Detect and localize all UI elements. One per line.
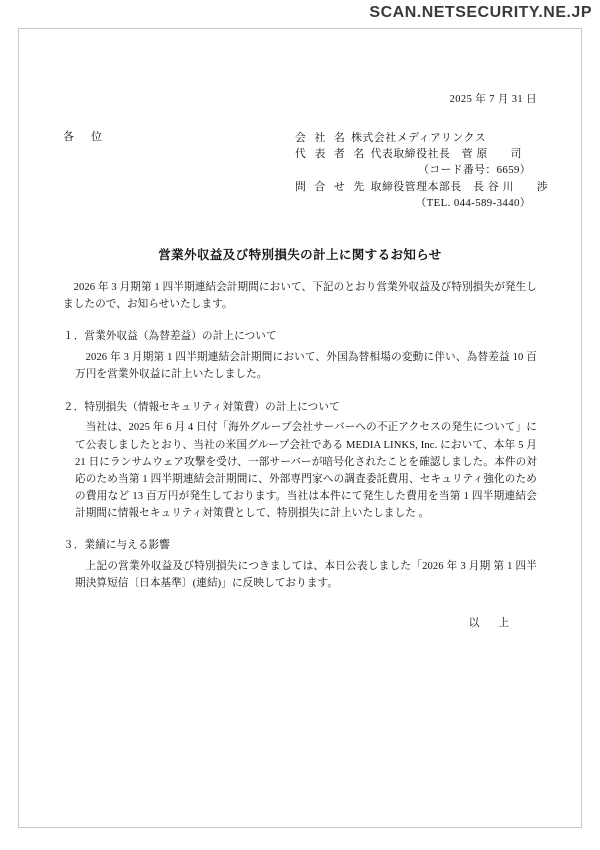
representative-value: 代表取締役社長 菅 原 司 [370, 148, 523, 161]
section-heading-3: ３．業績に与える影響 [63, 540, 170, 552]
section-body-1: 2026 年 3 月期第 1 四半期連結会計期間において、外国為替相場の変動に伴い、為替差益 10 百万円を営業外収益に計上いたしました。 [75, 352, 537, 381]
watermark-source-label: SCAN.NETSECURITY.NE.JP [369, 4, 592, 21]
contact-telephone: （TEL. 044-589-3440） [415, 196, 531, 209]
closing-mark: 以 上 [468, 616, 513, 629]
company-name-label: 会 社 名 [295, 132, 348, 144]
issuer-block [63, 130, 549, 211]
contact-label: 問 合 せ 先 [295, 180, 368, 193]
company-name-row [295, 130, 537, 146]
securities-code: （コード番号：6659） [418, 164, 531, 177]
document-date: 2025 年 7 月 31 日 [449, 94, 537, 105]
section-body-3: 上記の営業外収益及び特別損失につきましては、本日公表しました「2026 年 3 月期 第 1 四半期決算短信〔日本基準〕(連結)」に反映しております。 [75, 561, 537, 590]
document-page [18, 28, 582, 828]
document-title: 営業外収益及び特別損失の計上に関するお知らせ [158, 247, 442, 262]
addressee-label: 各 位 [63, 131, 105, 143]
section-body-2: 当社は、2025 年 6 月 4 日付「海外グループ会社サーバーへの不正アクセスの発生について」にて公表しましたとおり、当社の米国グループ会社である MEDIA LINKS, Inc. において、本年 5 月 21 日にランサムウェア攻撃を受け、一部サーバーが暗号化されたことを確認しました。本件の対応のため当第 1 四半期連結会計期間に、外部専門家への調査委託費用、セキュリティ強化のための費用など 13 百万円が発生しております。当社は本件にて発生した費用を当第 1 四半期連結会計期間に情報セキュリティ対策費として、特別損失に計上いたしました 。 [75, 422, 537, 520]
document-content [19, 29, 581, 630]
company-name-value: 株式会社メディアリンクス [351, 132, 487, 144]
contact-row [295, 179, 549, 195]
representative-label: 代 表 者 名 [295, 148, 368, 161]
representative-row [295, 146, 537, 162]
section-heading-1: １．営業外収益（為替差益）の計上について [63, 331, 277, 343]
lead-paragraph: 2026 年 3 月期第 1 四半期連結会計期間において、下記のとおり営業外収益及び特別損失が発生しましたので、お知らせいたします。 [63, 281, 537, 311]
contact-value: 取締役管理本部長 長 谷 川 渉 [370, 180, 549, 193]
section-heading-2: ２．特別損失（情報セキュリティ対策費）の計上について [63, 401, 340, 413]
